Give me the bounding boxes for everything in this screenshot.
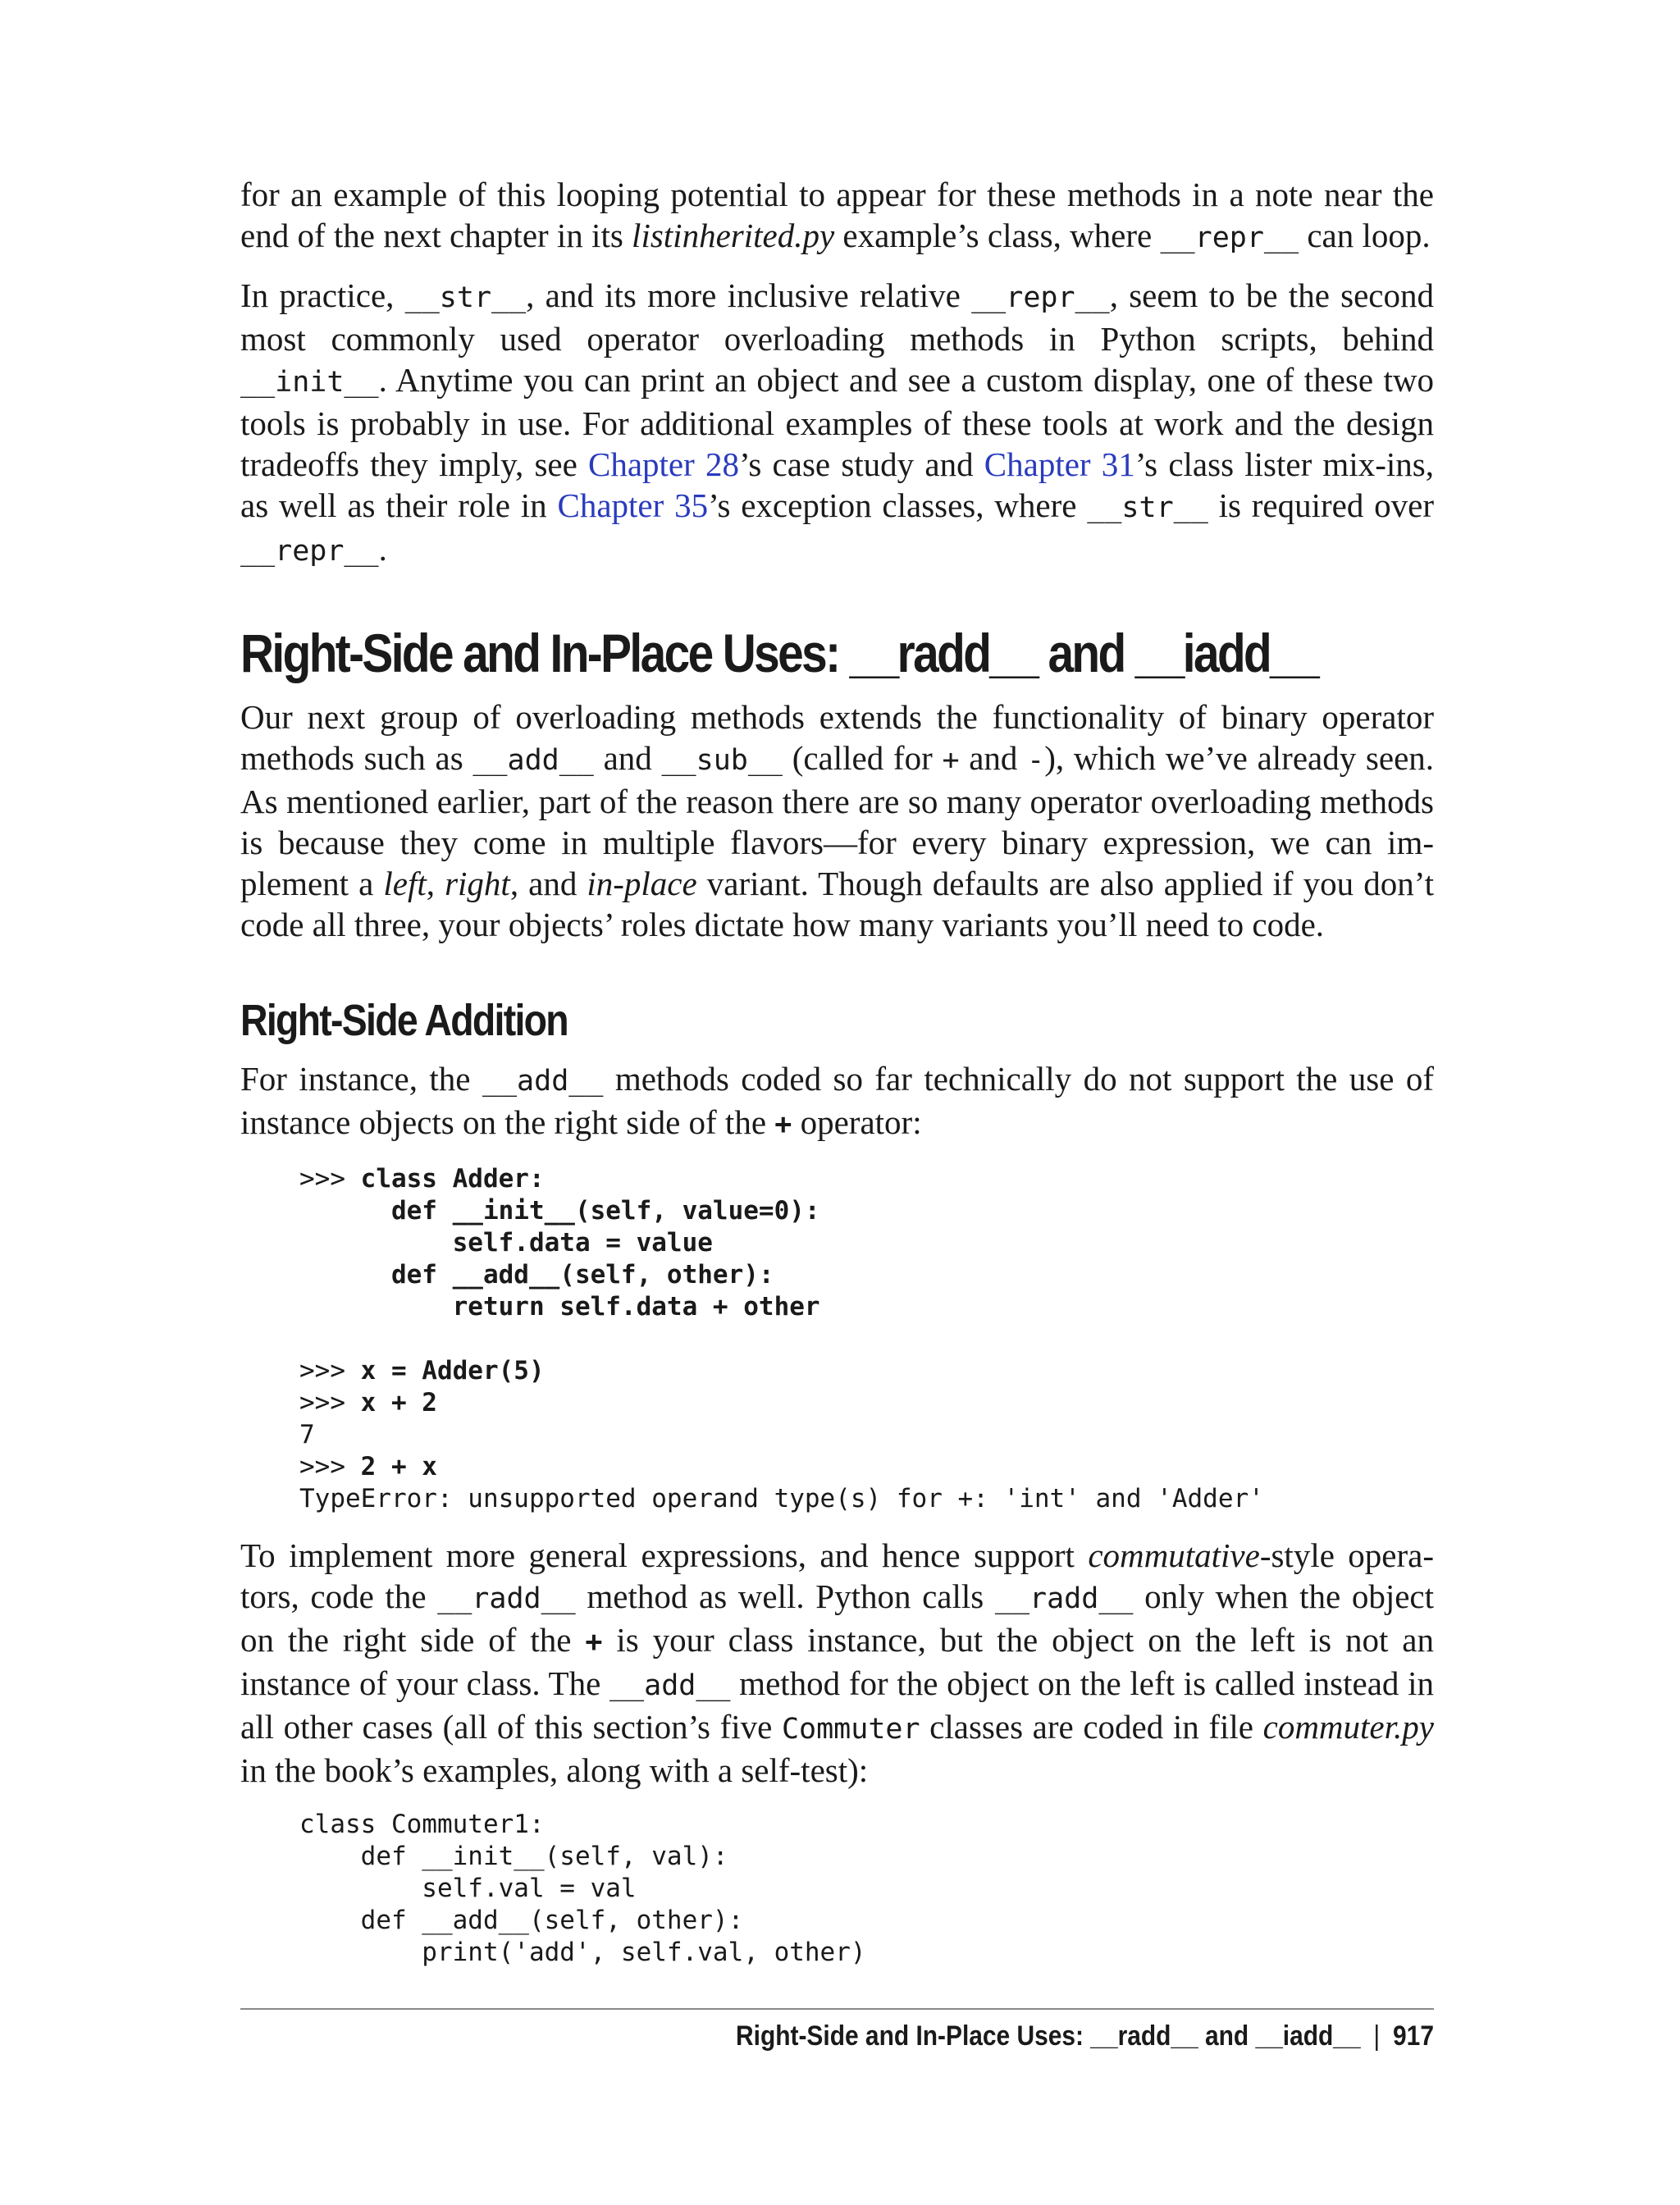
- prompt: >>>: [299, 1164, 361, 1194]
- page-footer: [736, 2020, 1434, 2052]
- inline-code: +: [774, 1108, 792, 1141]
- text: , and its more inclusive relative: [526, 276, 972, 314]
- paragraph-right-side: [240, 1058, 1434, 1145]
- subsection-heading: Right-Side Addition: [240, 996, 568, 1045]
- code-line: def __add__(self, other):: [299, 1260, 774, 1290]
- text: for an example of this looping potential to appear for these methods in a note near the end of the next chapter in its: [240, 176, 1434, 254]
- text: in the book’s examples, along with a self-test):: [240, 1751, 869, 1789]
- code-line: print('add', self.val, other): [299, 1938, 866, 1967]
- text: operator:: [792, 1103, 922, 1141]
- inline-code: +: [942, 744, 960, 777]
- code-block-adder: [299, 1163, 1434, 1515]
- paragraph-radd: [240, 1535, 1434, 1791]
- book-page: [240, 174, 1434, 1988]
- inline-code: __init__: [240, 366, 379, 399]
- code-output: TypeError: unsupported operand type(s) for +: 'int' and 'Adder': [299, 1484, 1264, 1513]
- inline-code: __repr__: [1160, 221, 1299, 254]
- text: (called for: [783, 739, 943, 777]
- text: classes are coded in file: [920, 1708, 1263, 1746]
- text: For instance, the: [240, 1060, 482, 1098]
- footer-rule: [240, 2008, 1434, 2010]
- text: and: [959, 739, 1028, 777]
- prompt: >>>: [299, 1452, 361, 1481]
- inline-code: __repr__: [240, 535, 379, 568]
- text: methods coded so far technically do not support the use of instance objects on the right side of the: [240, 1060, 1434, 1141]
- prompt: >>>: [299, 1388, 361, 1418]
- emphasis: commutative: [1088, 1536, 1260, 1574]
- inline-code: __radd__: [994, 1582, 1134, 1615]
- code-block-commuter: [299, 1809, 1434, 1969]
- inline-code: Commuter: [781, 1713, 920, 1746]
- paragraph-looping-note: [240, 174, 1434, 258]
- emphasis: left: [383, 865, 427, 902]
- text: ), which we’ve already seen. As mentioned earlier, part of the reason there are so many operator overloading methods is because they come in multiple flavors—for every binary expression, we can implement a: [240, 739, 1435, 902]
- inline-code: +: [585, 1626, 603, 1659]
- inline-code: -: [1027, 744, 1045, 777]
- text: . Anytime you can print an object and see a custom display, one of these two tools is probably in use. For additional examples of these tools at work and the design tradeoffs they imply, see: [240, 361, 1434, 483]
- chapter-31-link[interactable]: Chapter 31: [984, 445, 1135, 483]
- code-line: def __init__(self, value=0):: [299, 1196, 820, 1226]
- inline-code: __str__: [404, 281, 527, 314]
- text: variant. Though defaults are also applied if you don’t code all three, your objects’ roles dictate how many variants you’ll need to code.: [240, 865, 1434, 943]
- code-line: self.val = val: [299, 1874, 637, 1903]
- section-heading: Right-Side and In-Place Uses: __radd__ and __iadd__: [240, 623, 1318, 683]
- code-line: class Commuter1:: [299, 1810, 545, 1839]
- text: can loop.: [1299, 217, 1431, 254]
- inline-code: __str__: [1087, 491, 1208, 524]
- filename: listinherited.py: [632, 217, 835, 254]
- text: is your class instance, but the object on the left is not an instance of your class. The: [240, 1621, 1434, 1702]
- emphasis: right: [445, 865, 510, 902]
- inline-code: __repr__: [971, 281, 1110, 314]
- prompt: >>>: [299, 1356, 361, 1386]
- text: method as well. Python calls: [575, 1577, 995, 1615]
- code-line: def __add__(self, other):: [299, 1906, 744, 1935]
- text: Our next group of overloading methods extends the functionality of binary operator methods such as: [240, 698, 1434, 777]
- footer-separator: |: [1373, 2020, 1381, 2052]
- text: ’s exception classes, where: [708, 486, 1088, 524]
- code-line: def __init__(self, val):: [299, 1842, 728, 1871]
- text: method for the object on the left is called instead in all other cases (all of this section’s five: [240, 1664, 1434, 1746]
- chapter-28-link[interactable]: Chapter 28: [588, 445, 739, 483]
- text: only when the object on the right side of the: [240, 1577, 1434, 1659]
- code-line: x = Adder(5): [360, 1356, 545, 1386]
- running-head: Right-Side and In-Place Uses: __radd__ and __iadd__: [736, 2020, 1361, 2052]
- code-line: x + 2: [360, 1388, 437, 1418]
- text: ,: [426, 865, 445, 902]
- paragraph-overloading-group: [240, 696, 1434, 945]
- inline-code: __add__: [472, 744, 594, 777]
- inline-code: __add__: [609, 1669, 731, 1702]
- text: .: [378, 530, 387, 568]
- code-output: 7: [299, 1420, 315, 1449]
- inline-code: __radd__: [437, 1582, 576, 1615]
- code-line: self.data = value: [299, 1228, 713, 1258]
- text: ’s case study and: [739, 445, 984, 483]
- text: , and: [509, 865, 587, 902]
- text: example’s class, where: [834, 217, 1161, 254]
- chapter-35-link[interactable]: Chapter 35: [557, 486, 709, 524]
- page-number: 917: [1393, 2020, 1434, 2052]
- text: ’s class lister mix-ins, as well as their role in: [240, 445, 1434, 524]
- code-line: 2 + x: [360, 1452, 437, 1481]
- emphasis: in-place: [587, 865, 697, 902]
- paragraph-str-repr: [240, 275, 1434, 572]
- inline-code: __sub__: [661, 744, 783, 777]
- inline-code: __add__: [482, 1065, 604, 1098]
- text: and: [593, 739, 662, 777]
- text: -style operators, code the: [240, 1536, 1435, 1615]
- text: is required over: [1208, 486, 1434, 524]
- text: In practice,: [240, 276, 405, 314]
- text: , seem to be the second most commonly used operator overloading methods in Python scripts, behind: [240, 276, 1435, 358]
- filename: commuter.py: [1262, 1708, 1434, 1746]
- text: To implement more general expressions, and hence support: [240, 1536, 1089, 1574]
- code-line: return self.data + other: [299, 1292, 820, 1322]
- code-line: class Adder:: [360, 1164, 545, 1194]
